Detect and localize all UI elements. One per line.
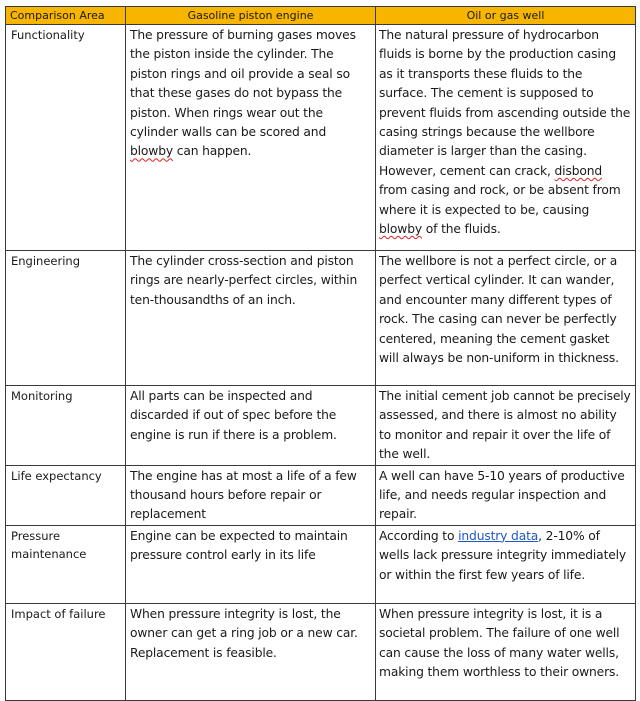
table-row-functionality: [6, 25, 636, 251]
spellcheck-word: disbond: [554, 163, 603, 178]
header-row: [6, 7, 636, 25]
table-row-engineering: [6, 251, 636, 386]
text-segment: from casing and rock, or be absent from where it is expected to be, causing: [379, 183, 621, 217]
well-cell: The wellbore is not a perfect circle, or a perfect vertical cylinder. It can wander, and encounter many different types of rock. The casing can never be perfectly centered, meaning the cement gasket will always be non-uniform in thickness.: [376, 251, 636, 386]
row-label: Life expectancy: [6, 465, 126, 525]
row-label: Engineering: [6, 251, 126, 386]
well-cell: A well can have 5-10 years of productive life, and needs regular inspection and repair.: [376, 465, 636, 525]
text-segment: , 2-10% of wells lack pressure integrity immediately or within the first few years of life.: [379, 528, 627, 582]
well-cell: [376, 525, 636, 603]
text-segment: of the fluids.: [422, 222, 501, 237]
header-oil-gas-well: Oil or gas well: [376, 7, 636, 25]
comparison-table: [5, 6, 636, 701]
spellcheck-word: blowby: [379, 222, 422, 237]
row-label: Pressure maintenance: [6, 525, 126, 603]
text-segment: The pressure of burning gases moves the piston inside the cylinder. The piston rings and oil provide a seal so that these gases do not bypass the piston. When rings wear out the cylinder walls can be scored and: [130, 28, 356, 140]
engine-cell: [126, 25, 376, 251]
well-cell: The initial cement job cannot be precisely assessed, and there is almost no ability to monitor and repair it over the life of the well.: [376, 386, 636, 466]
spellcheck-word: blowby: [130, 144, 173, 159]
text-segment: According to: [379, 528, 459, 543]
engine-cell: When pressure integrity is lost, the owner can get a ring job or a new car. Replacement is feasible.: [126, 603, 376, 700]
row-label: Monitoring: [6, 386, 126, 466]
row-label: Impact of failure: [6, 603, 126, 700]
text-segment: can happen.: [173, 144, 252, 159]
well-cell: When pressure integrity is lost, it is a societal problem. The failure of one well can cause the loss of many water wells, making them worthless to their owners.: [376, 603, 636, 700]
table-row-pressure-maintenance: [6, 525, 636, 603]
engine-cell: Engine can be expected to maintain pressure control early in its life: [126, 525, 376, 603]
table-row-monitoring: [6, 386, 636, 466]
row-label: Functionality: [6, 25, 126, 251]
industry-data-link[interactable]: industry data: [458, 528, 539, 543]
engine-cell: The cylinder cross-section and piston rings are nearly-perfect circles, within ten-thousandths of an inch.: [126, 251, 376, 386]
table-row-life-expectancy: [6, 465, 636, 525]
engine-cell: The engine has at most a life of a few thousand hours before repair or replacement: [126, 465, 376, 525]
engine-cell: All parts can be inspected and discarded if out of spec before the engine is run if there is a problem.: [126, 386, 376, 466]
header-gasoline-engine: Gasoline piston engine: [126, 7, 376, 25]
text-segment: The natural pressure of hydrocarbon fluids is borne by the production casing as it transports these fluids to the surface. The cement is supposed to prevent fluids from ascending outside the casing strings because the wellbore diameter is larger than the casing. However, cement can crack,: [379, 28, 631, 178]
header-comparison-area: Comparison Area: [6, 7, 126, 25]
table-row-impact-of-failure: [6, 603, 636, 700]
well-cell: [376, 25, 636, 251]
